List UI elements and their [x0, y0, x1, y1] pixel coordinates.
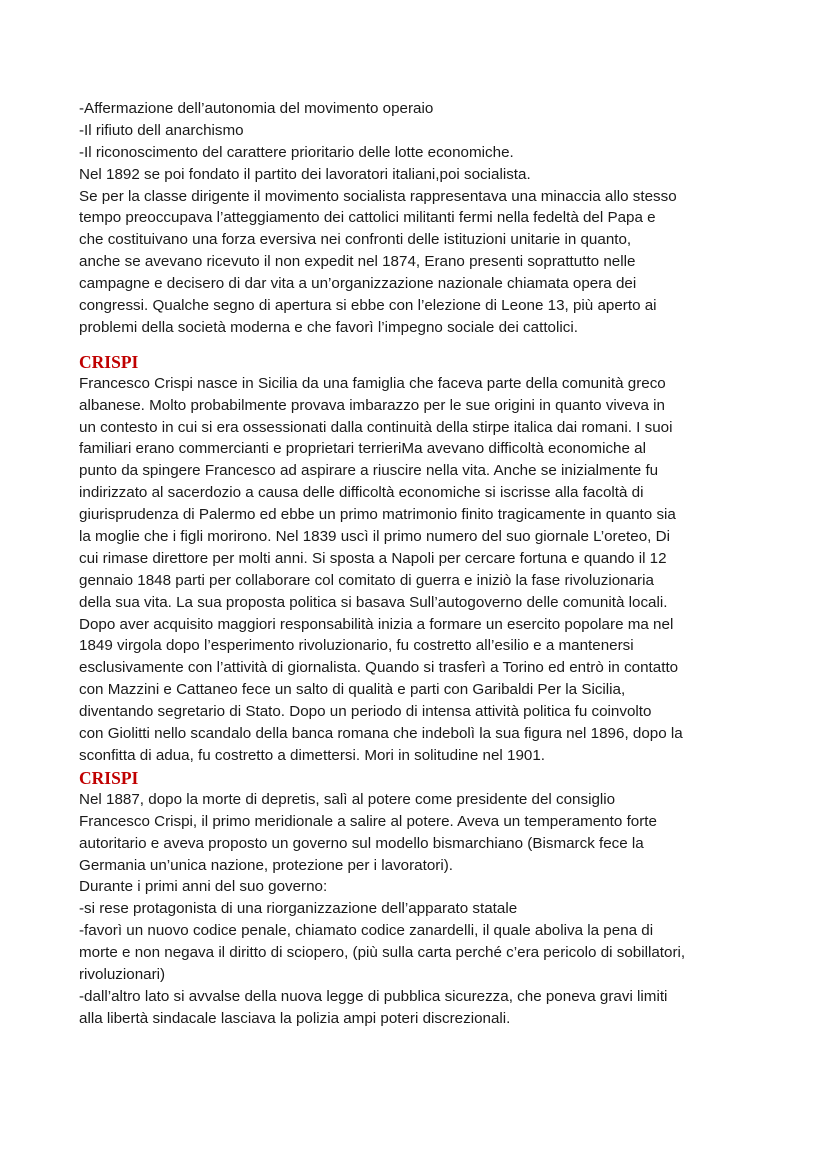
bold-text-run: congressi. — [79, 297, 149, 315]
bold-text-run: 1839 — [302, 528, 337, 546]
text-line — [79, 723, 769, 745]
text-line — [79, 592, 769, 614]
text-run: del suo governo: — [210, 878, 328, 896]
text-run: Di — [651, 528, 670, 546]
text-run: con Mazzini e Cattaneo fece un salto di qualità e parti con Garibaldi Per la Sicilia, — [79, 681, 626, 699]
text-run: diventando — [79, 703, 158, 721]
text-line — [79, 295, 769, 317]
text-run: il primo meridionale a salire al potere. Aveva — [197, 812, 504, 830]
bold-text-run: -Il rifiuto dell anarchismo — [79, 121, 244, 139]
bold-text-run: autoritario e aveva proposto un governo sul modello bismarchiano (Bismarck fece la — [79, 834, 644, 852]
text-line — [79, 942, 769, 964]
text-line — [79, 251, 769, 273]
text-line — [79, 789, 769, 811]
text-run: cui rimase direttore per molti anni. Si sposta a Napoli per cercare fortuna e — [79, 549, 584, 567]
text-line — [79, 701, 769, 723]
bold-text-run: -Il riconoscimento del carattere prioritario delle lotte economiche. — [79, 143, 514, 161]
text-run: punto da spingere Francesco ad aspirare a riuscire nella vita. Anche se inizialmente fu — [79, 462, 659, 480]
text-run: dopo la morte di depretis, salì al potere come — [144, 790, 457, 808]
text-line — [79, 373, 769, 395]
text-run: al — [629, 440, 646, 458]
text-run: Erano presenti soprattutto nelle — [420, 253, 636, 271]
text-run: Dopo un periodo di intensa attività politica fu coinvolto — [285, 703, 652, 721]
text-run: un contesto in cui si era ossessionati dalla continuità della stirpe italica dai romani. I suoi — [79, 418, 673, 436]
text-run: della sua vita. La sua proposta politica si basava — [79, 593, 410, 611]
text-line — [79, 548, 769, 570]
text-run: esclusivamente con l’attività di giornalista. Quando si trasferì a Torino ed entrò in contatto — [79, 659, 679, 677]
bold-text-run: opera dei — [572, 275, 637, 293]
text-run: Dopo aver acquisito maggiori responsabilità inizia a formare un esercito popolare ma nel — [79, 615, 674, 633]
text-line — [79, 229, 769, 251]
bold-text-run: famiglia — [352, 374, 405, 392]
text-run: Se per la classe dirigente il movimento socialista rappresentava una minaccia allo stesso — [79, 187, 677, 205]
text-run: anche se avevano ricevuto il — [79, 253, 275, 271]
text-run: più aperto ai — [568, 297, 657, 315]
bold-text-run: 1892 — [106, 165, 140, 183]
text-run: morte e non negava il diritto di sciopero, (più sulla carta perché c’era pericolo di sobillatori, — [79, 944, 686, 962]
text-run: tempo preoccupava l’atteggiamento dei cattolici militanti fermi nella fedeltà del Papa e — [79, 209, 656, 227]
bold-text-run: albanese — [79, 396, 141, 414]
text-run: uscì il primo numero del suo giornale — [336, 528, 594, 546]
text-run: Francesco Crispi nasce in — [79, 374, 258, 392]
text-run: indirizzato al — [79, 484, 168, 502]
text-line — [79, 317, 769, 339]
bold-text-run: giurisprudenza di Palermo — [79, 506, 256, 524]
text-line — [79, 964, 769, 986]
text-line — [79, 482, 769, 504]
text-run: ed ebbe un primo matrimonio finito tragicamente in quanto sia — [255, 506, 676, 524]
bold-text-run: gennaio 1848 — [79, 571, 172, 589]
bold-text-run: Francesco Crispi, — [79, 812, 198, 830]
text-line — [79, 679, 769, 701]
text-run: in quanto, — [560, 231, 632, 249]
bold-text-run: presidente del consiglio — [456, 790, 616, 808]
text-run: parti per collaborare col comitato di guerra e iniziò la fase rivoluzionaria — [171, 571, 654, 589]
bold-text-run: 1896, dopo la — [590, 725, 683, 743]
document-page — [79, 98, 769, 1030]
text-line — [79, 745, 769, 767]
text-run: la moglie che i figli morirono. Nel — [79, 528, 303, 546]
bold-text-run: 1887, — [106, 790, 145, 808]
text-run: che faceva parte della c — [404, 374, 570, 392]
intro-paragraph — [79, 98, 769, 339]
text-run: alla libertà sindacale lasciava la polizia ampi poteri discrezionali. — [79, 1009, 511, 1027]
bold-text-run: L’oreteo, — [593, 528, 652, 546]
bold-text-run: una forza eversiva nei confronti delle istituzioni unitarie — [192, 231, 561, 249]
text-line — [79, 438, 769, 460]
text-line — [79, 273, 769, 295]
bold-text-run: omunità greco — [569, 374, 666, 392]
text-line — [79, 855, 769, 877]
text-line — [79, 614, 769, 636]
text-run: che indebolì la sua figura nel — [388, 725, 591, 743]
text-run: si ebbe con l’elezione di — [331, 297, 502, 315]
text-run: che costituivano — [79, 231, 193, 249]
text-run: che poneva gravi limiti — [512, 987, 668, 1005]
crispi-government-paragraph — [79, 789, 769, 1030]
text-run: . Molto probabilmente provava — [140, 396, 350, 414]
text-run: Durante i — [79, 878, 145, 896]
crispi-biography-paragraph — [79, 373, 769, 767]
text-run: il quale aboliva la pena di — [478, 922, 654, 940]
text-run: Qualche segno di — [148, 297, 275, 315]
bold-text-run: sacerdozio a causa delle difficoltà economiche si iscrisse alla facoltà di — [167, 484, 644, 502]
text-line — [79, 395, 769, 417]
text-line — [79, 833, 769, 855]
bold-text-run: familiari erano commercianti e proprietari terrieriMa avevano difficoltà economiche — [79, 440, 630, 458]
section-heading-crispi-2: CRISPI — [79, 767, 139, 788]
text-run: con Giolitti — [79, 725, 155, 743]
text-line — [79, 207, 769, 229]
text-line — [79, 876, 769, 898]
text-run: problemi della società moderna e che favorì l’impegno sociale dei cattolici. — [79, 318, 578, 336]
text-line — [79, 504, 769, 526]
bold-text-run: imbarazzo per le sue origini — [349, 396, 535, 414]
bold-text-run: -dall’altro lato si avvalse della nuova legge di pubblica sicurezza, — [79, 987, 513, 1005]
bold-text-run: -si rese protagonista di una riorganizzazione dell’apparato statale — [79, 900, 518, 918]
text-line — [79, 1008, 769, 1030]
text-run: da una — [297, 374, 353, 392]
bold-text-run: non expedit nel 1874, — [274, 253, 421, 271]
bold-text-run: segretario di Stato. — [157, 703, 286, 721]
text-line — [79, 657, 769, 679]
text-line — [79, 986, 769, 1008]
bold-text-run: -favorì un nuovo codice penale, chiamato codice zanardelli, — [79, 922, 479, 940]
text-line — [79, 570, 769, 592]
bold-text-run: -Affermazione dell’autonomia del movimento operaio — [79, 100, 434, 117]
text-line — [79, 164, 769, 186]
bold-text-run: sconfitta di adua, fu costretto a dimettersi. Mori in solitudine nel 1901. — [79, 746, 545, 764]
bold-text-run: un temperamento forte — [503, 812, 657, 830]
bold-text-run: quando il 12 — [583, 549, 667, 567]
text-run: 1849 virgola dopo l’esperimento rivoluzionario, fu costretto all’esilio e a mantenersi — [79, 637, 634, 655]
text-line — [79, 142, 769, 164]
bold-text-run: apertura — [274, 297, 332, 315]
text-line — [79, 417, 769, 439]
text-run: campagne e decisero di dar vita a un’organizzazione nazionale chiamata — [79, 275, 573, 293]
text-line — [79, 120, 769, 142]
bold-text-run: Leone 13, — [501, 297, 569, 315]
section-heading-crispi-1: CRISPI — [79, 351, 139, 372]
text-run: rivoluzionari) — [79, 965, 166, 983]
text-line — [79, 98, 769, 120]
text-line — [79, 526, 769, 548]
text-run: Nel — [79, 790, 107, 808]
text-line — [79, 920, 769, 942]
text-line — [79, 635, 769, 657]
text-line — [79, 811, 769, 833]
bold-text-run: nello scandalo della banca romana — [154, 725, 389, 743]
bold-text-run: partito dei lavoratori italiani,poi socialista. — [254, 165, 531, 183]
text-line — [79, 898, 769, 920]
text-run: in quanto viveva in — [534, 396, 665, 414]
text-line — [79, 460, 769, 482]
text-run: Nel — [79, 165, 107, 183]
bold-text-run: primi anni — [144, 878, 211, 896]
bold-text-run: Sull’autogoverno delle comunità locali. — [409, 593, 668, 611]
text-run: se poi fondato il — [139, 165, 255, 183]
bold-text-run: Sicilia — [257, 374, 298, 392]
text-line — [79, 186, 769, 208]
bold-text-run: Germania un’unica nazione, protezione per i lavoratori). — [79, 856, 453, 874]
